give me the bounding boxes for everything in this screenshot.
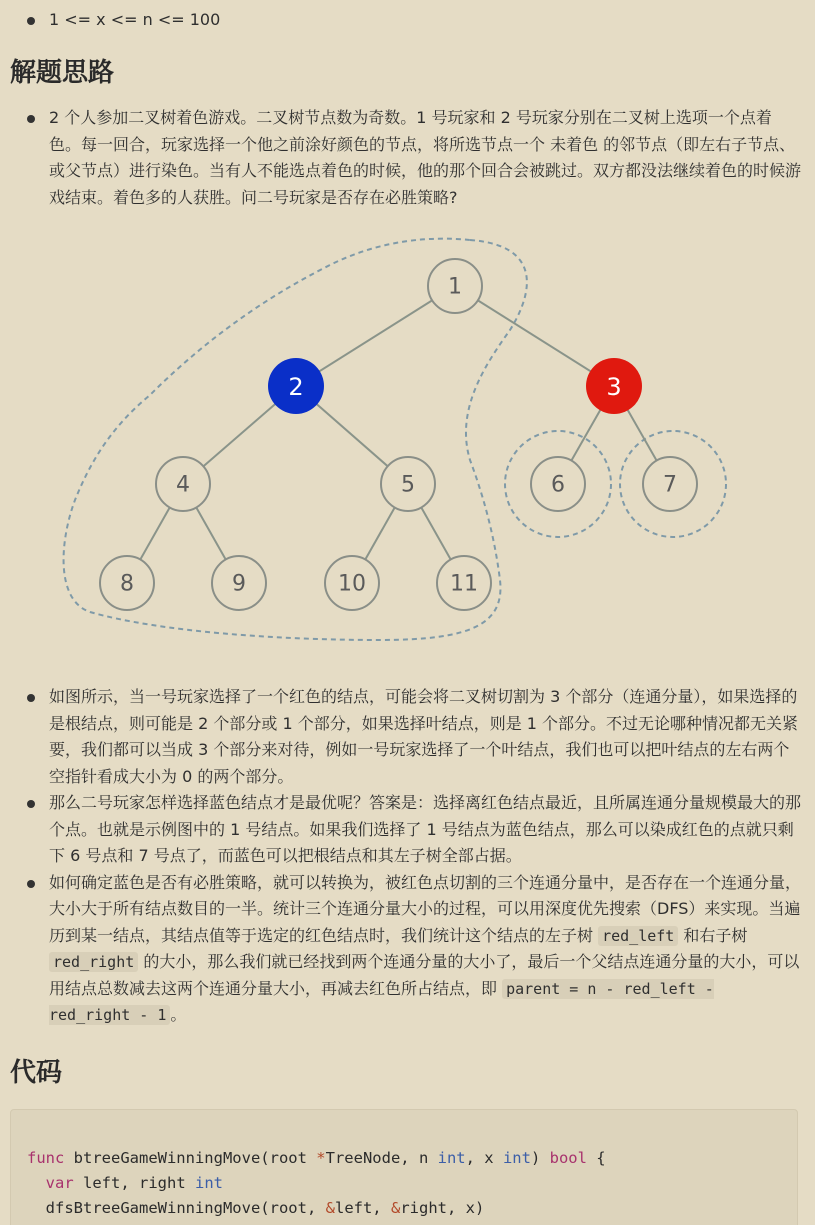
analysis-text-3c: 的大小，那么我们就已经找到两个连通分量的大小了，最后一个父结点连通分量的大小，可以用结点总数减去这两个连通分量大小，再减去红色所占结点，即 (49, 952, 800, 998)
analysis-text-3a: 如何确定蓝色是否有必胜策略，就可以转换为，被红色点切割的三个连通分量中，是否存在一个连通分量，大小大于所有结点数目的一半。统计三个连通分量大小的过程，可以用深度优先搜索（DFS）来实现。当遍历到某一结点，其结点值等于选定的红色结点时，我们统计这个结点的左子树 (49, 872, 802, 945)
binary-tree-diagram (55, 228, 745, 653)
tree-node-2-blue (268, 358, 324, 414)
tree-node-8 (100, 556, 154, 610)
svg-text:8: 8 (120, 571, 134, 597)
analysis-item-2 (0, 790, 815, 870)
edge-1-3 (455, 286, 614, 386)
heading-solution-idea: 解题思路 (10, 58, 115, 88)
svg-text:4: 4 (176, 472, 190, 498)
intro-item (0, 105, 815, 211)
tree-node-10 (325, 556, 379, 610)
analysis-item-1 (0, 684, 815, 790)
code-lines (27, 1146, 606, 1221)
tree-node-5 (381, 457, 435, 511)
code-block (10, 1109, 798, 1225)
constraint-list (0, 7, 815, 34)
tree-node-9 (212, 556, 266, 610)
analysis-item-3 (0, 870, 815, 1029)
svg-text:10: 10 (338, 571, 366, 597)
analysis-text-2: 那么二号玩家怎样选择蓝色结点才是最优呢？答案是：选择离红色结点最近，且所属连通分量规模最大的那个点。也就是示例图中的 1 号结点。如果我们选择了 1 号结点为蓝色结点，那么可以染成红色的点就只剩下 6 号点和 7 号点了，而蓝色可以把根结点和其左子树全部占据。 (49, 793, 802, 865)
tree-node-11 (437, 556, 491, 610)
inline-code-red-right: red_right (49, 952, 138, 972)
analysis-text-3b: 和右子树 (678, 925, 748, 945)
svg-text:9: 9 (232, 571, 246, 597)
analysis-text-3d: 。 (170, 1005, 187, 1024)
svg-text:6: 6 (551, 472, 565, 498)
analysis-text-1: 如图所示，当一号玩家选择了一个红色的结点，可能会将二叉树切割为 3 个部分（连通分量），如果选择的是根结点，则可能是 2 个部分或 1 个部分，如果选择叶结点，则是 1 个部分。不过无论哪种情况都无关紧要，我们都可以当成 3 个部分来对待，例如一号玩家选择了一个叶结点，我们也可以把叶结点的左右两个空指针看成大小为 0 的两个部分。 (49, 687, 799, 786)
svg-text:5: 5 (401, 472, 415, 498)
svg-text:2: 2 (288, 373, 304, 401)
intro-text: 2 个人参加二叉树着色游戏。二叉树节点数为奇数。1 号玩家和 2 号玩家分别在二叉树上选项一个点着色。每一回合，玩家选择一个他之前涂好颜色的节点，将所选节点一个 未着色 的邻节点（即左右子节点、或父节点）进行染色。当有人不能选点着色的时候，他的那个回合会被跳过。双方都没法继续着色的时候游戏结束。着色多的人获胜。问二号玩家是否存在必胜策略? (49, 108, 802, 207)
inline-code-red-left: red_left (598, 926, 678, 946)
tree-node-6 (531, 457, 585, 511)
tree-node-4 (156, 457, 210, 511)
inline-code-parent-formula: parent = n - red_left - red_right - 1 (49, 979, 714, 1024)
edge-1-2 (296, 286, 455, 386)
svg-text:7: 7 (663, 472, 677, 498)
tree-node-1 (428, 259, 482, 313)
code-line-2: var left, right int (45, 1174, 223, 1192)
analysis-list (0, 684, 815, 1029)
tree-node-7 (643, 457, 697, 511)
constraint-text: 1 <= x <= n <= 100 (49, 10, 221, 29)
constraint-item (0, 7, 815, 34)
svg-text:11: 11 (450, 571, 478, 597)
code-line-3: dfsBtreeGameWinningMove(root, &left, &right, x) (45, 1199, 485, 1217)
svg-text:1: 1 (448, 274, 462, 300)
intro-list (0, 105, 815, 211)
svg-text:3: 3 (606, 373, 622, 401)
code-line-1: func btreeGameWinningMove(root *TreeNode, n int, x int) bool { (27, 1149, 606, 1167)
tree-node-3-red (586, 358, 642, 414)
heading-code: 代码 (10, 1058, 63, 1088)
